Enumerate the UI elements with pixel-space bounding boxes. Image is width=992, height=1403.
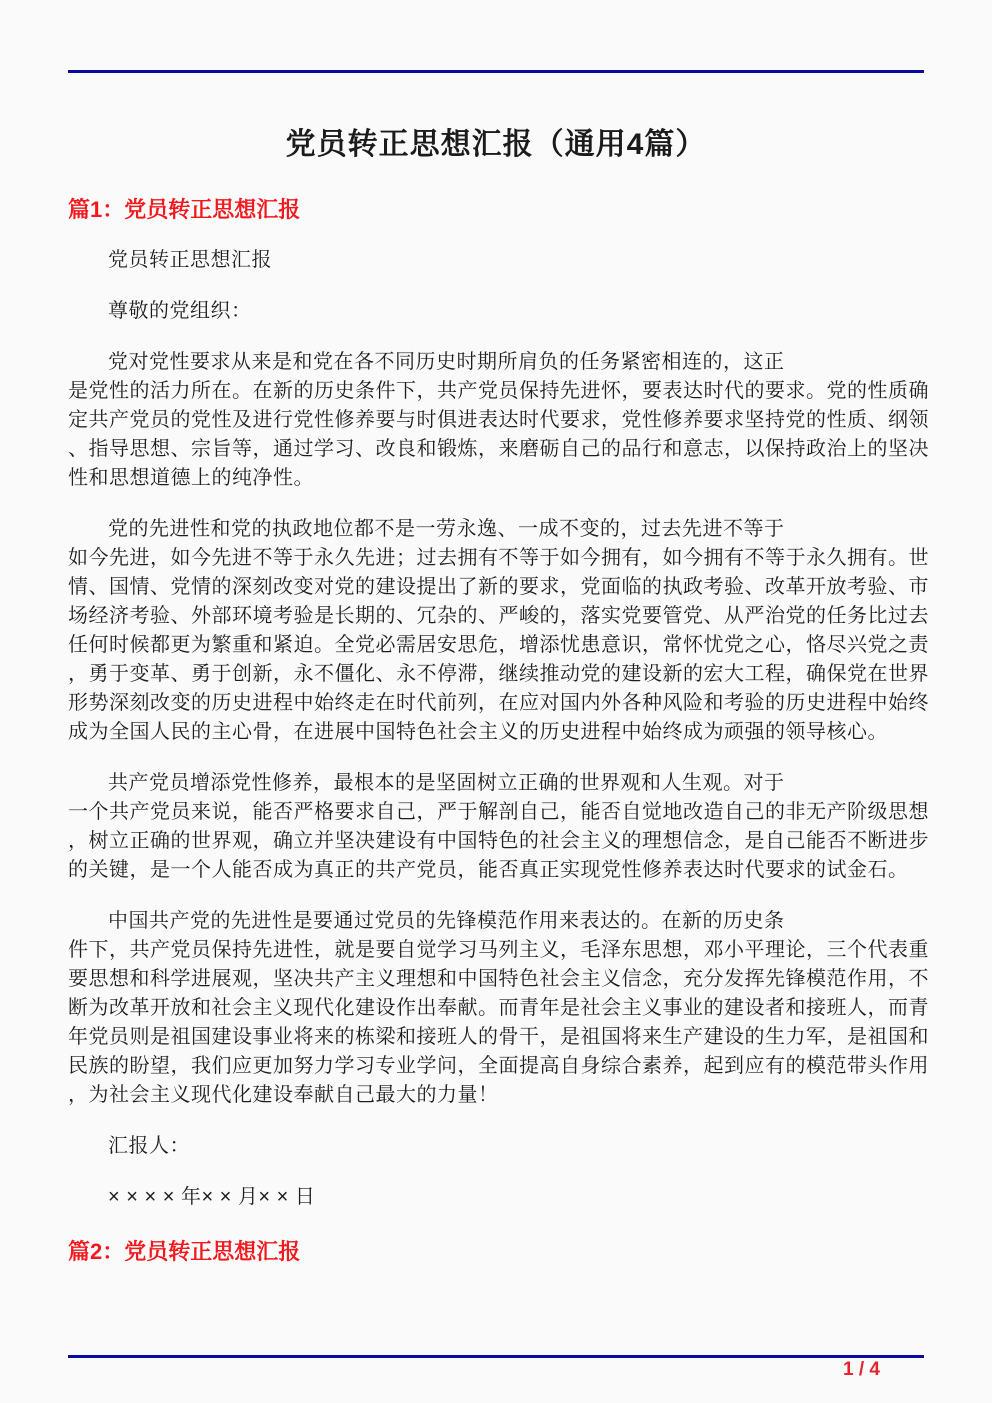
paragraph-line: 党员转正思想汇报 xyxy=(108,249,272,271)
paragraph-line: 汇报人： xyxy=(108,1135,190,1157)
paragraph-line: ，树立正确的世界观，确立并坚决建设有中国特色的社会主义的理想信念，是自己能否不断进步 xyxy=(68,830,929,852)
paragraph-line: 如今先进，如今先进不等于永久先进；过去拥有不等于如今拥有，如今拥有不等于永久拥有。世 xyxy=(68,547,929,569)
paragraph-line: 件下，共产党员保持先进性，就是要自觉学习马列主义，毛泽东思想，邓小平理论，三个代表重 xyxy=(68,939,929,961)
paragraph-line: 场经济考验、外部环境考验是长期的、冗杂的、严峻的，落实党要管党、从严治党的任务比过去 xyxy=(68,605,929,627)
paragraph xyxy=(68,246,924,275)
footer-rule xyxy=(68,1355,924,1358)
paragraph xyxy=(68,348,929,493)
paragraph-line: 共产党员增添党性修养，最根本的是坚固树立正确的世界观和人生观。对于 xyxy=(108,772,785,794)
paragraph-line: 民族的盼望，我们应更加努力学习专业学问，全面提高自身综合素养，起到应有的模范带头作用 xyxy=(68,1055,929,1077)
paragraph-line: ，为社会主义现代化建设奉献自己最大的力量！ xyxy=(68,1084,499,1106)
paragraph-line: 成为全国人民的主心骨，在进展中国特色社会主义的历史进程中始终成为顽强的领导核心。 xyxy=(68,721,888,743)
paragraph-line: 尊敬的党组织： xyxy=(108,300,252,322)
paragraph xyxy=(68,1183,924,1212)
paragraph-line: 性和思想道德上的纯净性。 xyxy=(68,467,314,489)
paragraph xyxy=(68,515,929,747)
paragraph-line: 定共产党员的党性及进行党性修养要与时俱进表达时代要求，党性修养要求坚持党的性质、纲领 xyxy=(68,409,929,431)
paragraph xyxy=(68,907,929,1110)
section-heading: 篇1：党员转正思想汇报 xyxy=(68,197,301,222)
section-heading: 篇2：党员转正思想汇报 xyxy=(68,1239,301,1264)
paragraph-line: 断为改革开放和社会主义现代化建设作出奉献。而青年是社会主义事业的建设者和接班人，而青 xyxy=(68,997,929,1019)
top-rule xyxy=(68,70,924,73)
paragraph-line: 是党性的活力所在。在新的历史条件下，共产党员保持先进怀，要表达时代的要求。党的性质确 xyxy=(68,380,929,402)
paragraph-line: 年党员则是祖国建设事业将来的栋梁和接班人的骨干，是祖国将来生产建设的生力军，是祖国和 xyxy=(68,1026,929,1048)
paragraph-line: 中国共产党的先进性是要通过党员的先锋模范作用来表达的。在新的历史条 xyxy=(108,910,785,932)
paragraph-line: 、指导思想、宗旨等，通过学习、改良和锻炼，来磨砺自己的品行和意志，以保持政治上的坚决 xyxy=(68,438,929,460)
paragraph-line: 任何时候都更为繁重和紧迫。全党必需居安思危，增添忧患意识，常怀忧党之心，恪尽兴党之责 xyxy=(68,634,929,656)
paragraph-line: ，勇于变革、勇于创新，永不僵化、永不停滞，继续推动党的建设新的宏大工程，确保党在世界 xyxy=(68,663,929,685)
document-body xyxy=(68,196,929,1266)
paragraph-line: × × × × 年× × 月× × 日 xyxy=(108,1186,316,1208)
paragraph-line: 形势深刻改变的历史进程中始终走在时代前列，在应对国内外各种风险和考验的历史进程中始终 xyxy=(68,692,929,714)
document-title: 党员转正思想汇报（通用4篇） xyxy=(285,128,707,161)
paragraph-line: 党的先进性和党的执政地位都不是一劳永逸、一成不变的，过去先进不等于 xyxy=(108,518,785,540)
paragraph xyxy=(68,769,929,885)
paragraph xyxy=(68,297,924,326)
paragraph-line: 党对党性要求从来是和党在各不同历史时期所肩负的任务紧密相连的，这正 xyxy=(108,351,785,373)
paragraph-line: 的关键，是一个人能否成为真正的共产党员，能否真正实现党性修养表达时代要求的试金石。 xyxy=(68,859,909,881)
paragraph-line: 情、国情、党情的深刻改变对党的建设提出了新的要求，党面临的执政考验、改革开放考验、市 xyxy=(68,576,929,598)
paragraph-line: 要思想和科学进展观，坚决共产主义理想和中国特色社会主义信念，充分发挥先锋模范作用，不 xyxy=(68,968,929,990)
page-number: 1 / 4 xyxy=(843,1359,880,1380)
paragraph xyxy=(68,1132,924,1161)
paragraph-line: 一个共产党员来说，能否严格要求自己，严于解剖自己，能否自觉地改造自己的非无产阶级思想 xyxy=(68,801,929,823)
